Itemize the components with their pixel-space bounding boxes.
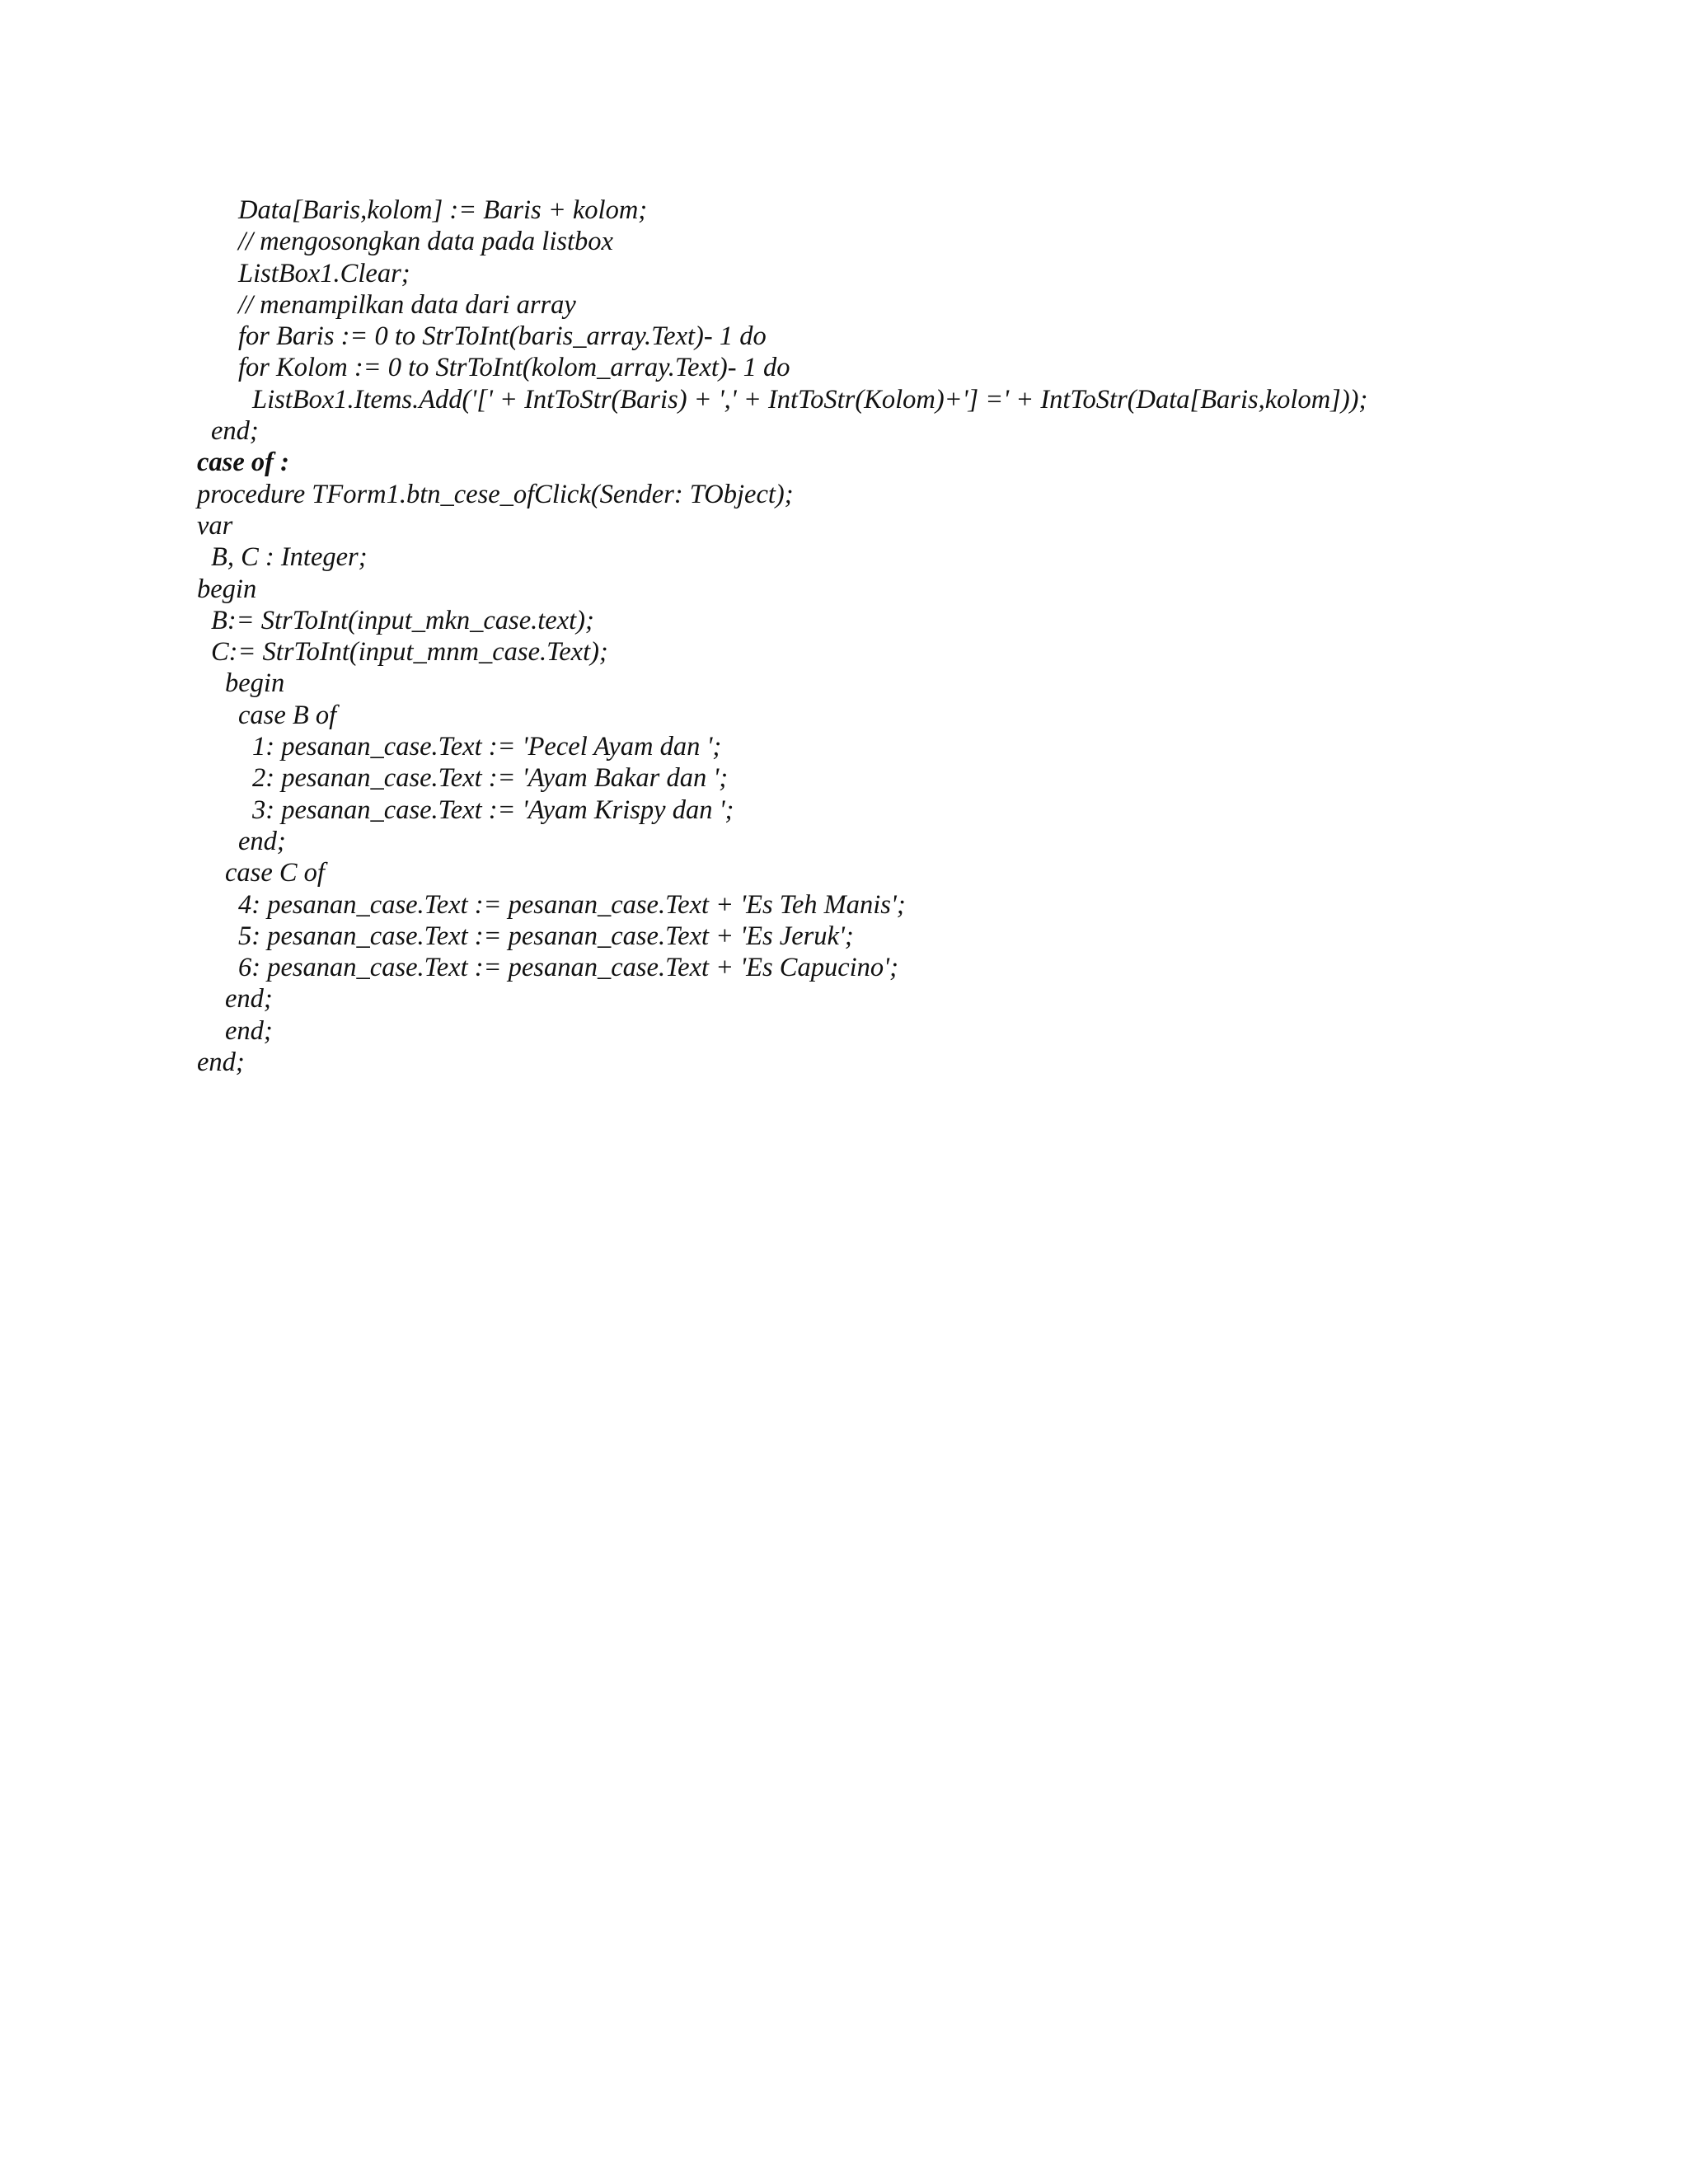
code-line: begin [197, 574, 257, 604]
code-line: case B of [238, 700, 337, 730]
code-line: 4: pesanan_case.Text := pesanan_case.Text + 'Es Teh Manis'; [238, 889, 906, 920]
code-line: 2: pesanan_case.Text := 'Ayam Bakar dan '; [252, 763, 729, 794]
code-comment-line: // menampilkan data dari array [238, 289, 576, 320]
code-line: var [197, 510, 233, 541]
code-line: 1: pesanan_case.Text := 'Pecel Ayam dan '; [252, 732, 722, 762]
code-line: end; [225, 984, 273, 1015]
code-line: case C of [225, 858, 325, 888]
code-line: end; [211, 416, 259, 447]
code-line: end; [197, 1047, 245, 1078]
code-line: procedure TForm1.btn_cese_ofClick(Sender: TObject); [197, 479, 794, 509]
code-line: for Kolom := 0 to StrToInt(kolom_array.Text)- 1 do [238, 353, 790, 383]
code-line: 5: pesanan_case.Text := pesanan_case.Text + 'Es Jeruk'; [238, 921, 854, 951]
section-heading: case of : [197, 448, 289, 478]
code-line: C:= StrToInt(input_mnm_case.Text); [211, 637, 608, 668]
code-line: 3: pesanan_case.Text := 'Ayam Krispy dan '; [252, 794, 734, 825]
code-listing [197, 194, 1648, 1078]
code-line: B:= StrToInt(input_mkn_case.text); [211, 605, 594, 635]
code-line: for Baris := 0 to StrToInt(baris_array.Text)- 1 do [238, 321, 767, 352]
code-line: begin [225, 668, 285, 699]
code-line: Data[Baris,kolom] := Baris + kolom; [238, 195, 648, 225]
code-line: end; [238, 826, 286, 856]
code-comment-line: // mengosongkan data pada listbox [238, 227, 613, 257]
code-line: 6: pesanan_case.Text := pesanan_case.Text + 'Es Capucino'; [238, 953, 898, 983]
code-line: end; [225, 1015, 273, 1046]
code-line: ListBox1.Items.Add('[' + IntToStr(Baris) + ',' + IntToStr(Kolom)+'] =' + IntToStr(Data[Baris,kolom])); [252, 384, 1368, 415]
code-line: ListBox1.Clear; [238, 258, 410, 288]
code-line: B, C : Integer; [211, 542, 368, 573]
